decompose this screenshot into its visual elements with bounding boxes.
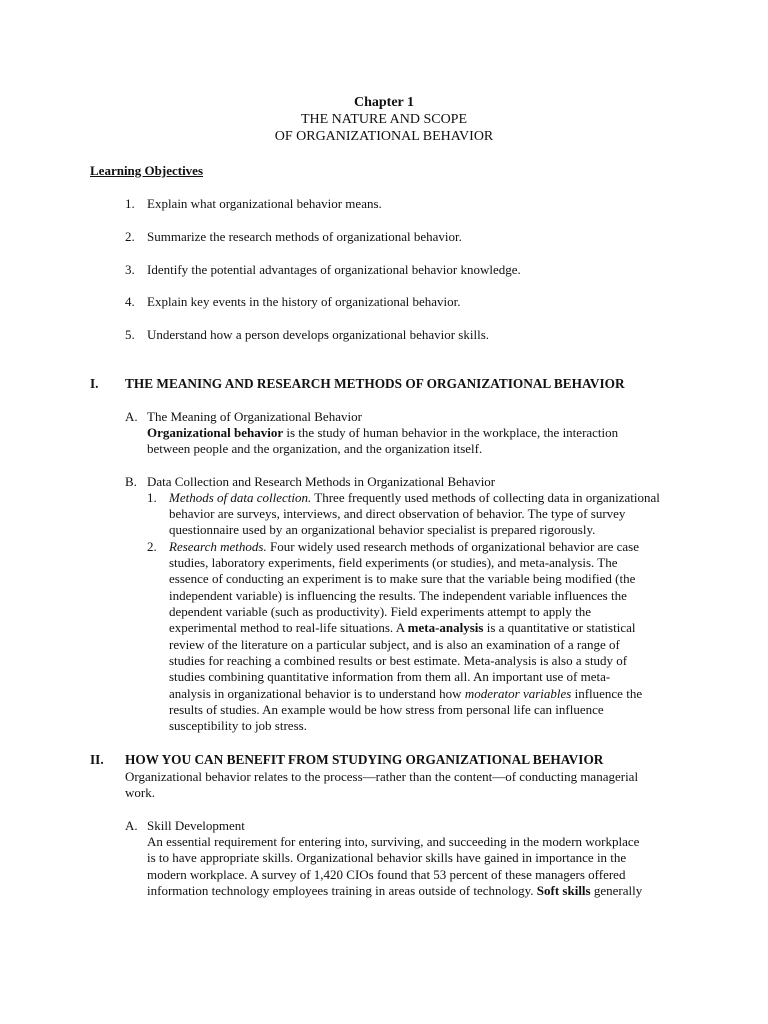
- item-number: 1.: [147, 490, 157, 505]
- term-meta-analysis: meta-analysis: [407, 620, 484, 635]
- paragraph-line: between people and the organization, and the organization itself.: [147, 441, 483, 456]
- subsection-letter: A.: [125, 818, 138, 833]
- subsection-letter: B.: [125, 474, 137, 489]
- paragraph-line: analysis in organizational behavior is to understand how moderator variables influence the: [169, 686, 643, 701]
- term-moderator-variables: moderator variables: [464, 686, 572, 701]
- chapter-title-line2: OF ORGANIZATIONAL BEHAVIOR: [274, 129, 494, 144]
- item-number: 2.: [147, 539, 157, 554]
- section-heading: HOW YOU CAN BENEFIT FROM STUDYING ORGANIZATIONAL BEHAVIOR: [125, 752, 604, 767]
- paragraph-line: experimental method to real-life situations. A meta-analysis is a quantitative or statistical: [169, 620, 636, 635]
- paragraph-line: review of the literature on a particular subject, and is also an examination of a range of: [169, 637, 620, 652]
- paragraph-line: questionnaire used by an organizational behavior specialist is prepared rigorously.: [169, 522, 596, 537]
- paragraph-line: independent variable) is influencing the results. The independent variable influences the: [169, 588, 627, 603]
- term-organizational-behavior: Organizational behavior: [147, 425, 284, 440]
- paragraph-line: An essential requirement for entering into, surviving, and succeeding in the modern workplace: [147, 834, 640, 849]
- paragraph-line: Organizational behavior relates to the process—rather than the content—of conducting managerial: [125, 769, 639, 784]
- chapter-title: [0, 94, 768, 145]
- paragraph-line: essence of conducting an experiment is to make sure that the variable being modified (the: [169, 571, 636, 586]
- paragraph-line: Methods of data collection. Three frequently used methods of collecting data in organizational: [169, 490, 660, 505]
- term-methods-of-data-collection: Methods of data collection.: [169, 490, 312, 505]
- paragraph-line: results of studies. An example would be how stress from personal life can influence: [169, 702, 604, 717]
- chapter-label: Chapter 1: [353, 95, 415, 110]
- subsection-letter: A.: [125, 409, 138, 424]
- objective-number: 3.: [125, 262, 135, 277]
- term-research-methods: Research methods.: [169, 539, 267, 554]
- paragraph-line: studies for reaching a combined results or best estimate. Meta-analysis is also a study of: [169, 653, 628, 668]
- subsection-title: The Meaning of Organizational Behavior: [147, 409, 362, 424]
- paragraph-line: susceptibility to job stress.: [169, 718, 307, 733]
- paragraph-line: Research methods. Four widely used research methods of organizational behavior are case: [169, 539, 640, 554]
- objective-number: 4.: [125, 294, 135, 309]
- objective-number: 2.: [125, 229, 135, 244]
- objective-text: Explain key events in the history of organizational behavior.: [147, 294, 461, 309]
- subsection-title: Skill Development: [147, 818, 245, 833]
- objective-text: Summarize the research methods of organizational behavior.: [147, 229, 462, 244]
- objective-text: Understand how a person develops organizational behavior skills.: [147, 327, 490, 342]
- learning-objectives-heading: Learning Objectives: [90, 163, 204, 178]
- paragraph-line: behavior are surveys, interviews, and direct observation of behavior. The type of survey: [169, 506, 626, 521]
- paragraph-line: dependent variable (such as productivity). Field experiments attempt to apply the: [169, 604, 592, 619]
- section-number: I.: [90, 376, 99, 391]
- paragraph-line: is to have appropriate skills. Organizational behavior skills have gained in importance in the: [147, 850, 627, 865]
- objective-text: Explain what organizational behavior means.: [147, 196, 382, 211]
- chapter-title-line1: THE NATURE AND SCOPE: [300, 112, 468, 127]
- paragraph-line: information technology employees training in areas outside of technology. Soft skills generally: [147, 883, 643, 898]
- paragraph-line: modern workplace. A survey of 1,420 CIOs found that 53 percent of these managers offered: [147, 867, 626, 882]
- paragraph-line: work.: [125, 785, 155, 800]
- objective-number: 5.: [125, 327, 135, 342]
- paragraph-line: studies, laboratory experiments, field experiments (or studies), and meta-analysis. The: [169, 555, 618, 570]
- section-heading: THE MEANING AND RESEARCH METHODS OF ORGANIZATIONAL BEHAVIOR: [125, 376, 625, 391]
- objective-text: Identify the potential advantages of organizational behavior knowledge.: [147, 262, 521, 277]
- paragraph-line: studies combining quantitative information from them all. An important use of meta-: [169, 669, 611, 684]
- subsection-title: Data Collection and Research Methods in Organizational Behavior: [147, 474, 496, 489]
- paragraph-line: Organizational behavior is the study of human behavior in the workplace, the interaction: [147, 425, 619, 440]
- term-soft-skills: Soft skills: [536, 883, 591, 898]
- section-number: II.: [90, 752, 104, 767]
- objective-number: 1.: [125, 196, 135, 211]
